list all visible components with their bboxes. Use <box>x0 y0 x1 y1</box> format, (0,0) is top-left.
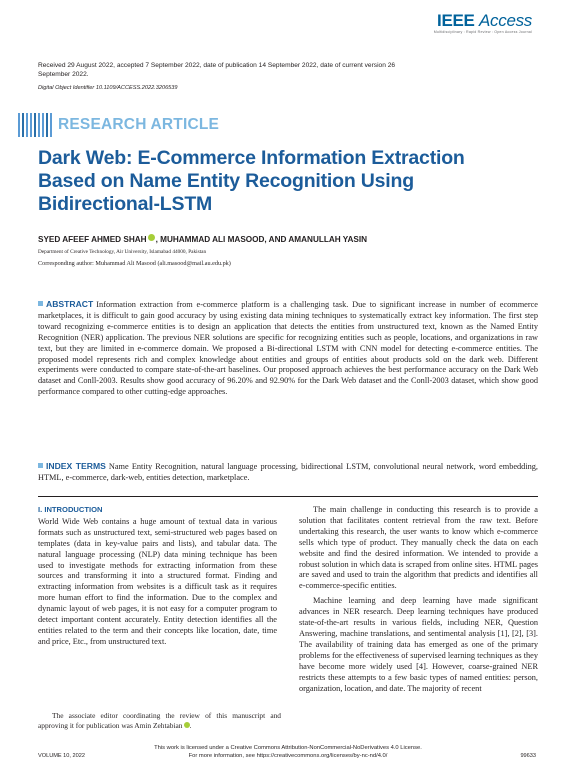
editor-footnote: The associate editor coordinating the review of this manuscript and approving it for publication was Amin Zehtabian . <box>38 711 281 730</box>
right-column <box>299 505 538 694</box>
affiliation: Department of Creative Technology, Air University, Islamabad 44000, Pakistan <box>38 249 207 255</box>
barcode-decoration <box>18 113 52 137</box>
journal-logo <box>434 11 532 34</box>
license-link[interactable]: For more information, see https://creativecommons.org/licenses/by-nc-nd/4.0/ <box>188 753 388 759</box>
body-paragraph: Machine learning and deep learning have made significant advances in NER research. Deep learning techniques have produced state-of-the-art results in various fields, including NER, Question Answering, machine translations, and sentimental analysis [1], [2], [3]. The availability of training data has emerged as one of the primary problems for the effectiveness of supervised learning techniques as they have become more widely used [4]. However, coarse-grained NER restricts these attempts to a few basic types of named entities: person, organization, location, and date. The majority of recent <box>299 596 538 693</box>
section-divider <box>38 496 538 497</box>
square-bullet-icon <box>38 301 43 306</box>
doi: Digital Object Identifier 10.1109/ACCESS.2022.3206539 <box>38 85 178 91</box>
footnote-text: The associate editor coordinating the review of this manuscript and approving it for publication was Amin Zehtabian <box>38 711 281 730</box>
body-paragraph: World Wide Web contains a huge amount of textual data in various formats such as unstructured text, semi-structured web pages based on templates (data in key-value pairs and lists), and tabular data. The natural language processing (NLP) data mining technique has been used to investigate methods for extracting information from these sources and transforming it into a structured format. Finding and extracting information from websites is a difficult task as it requires more human effort to find the information. Due to the complex and dynamic layout of web pages, it is not easy for a computer program to detect important content accurately. Entity detection identifies all the entities related to the term and their concepts like location, date, time and price, Etc., from unstructured text. <box>38 516 277 646</box>
author-list <box>38 234 367 245</box>
index-terms-label: INDEX TERMS <box>46 461 106 471</box>
square-bullet-icon <box>38 463 43 468</box>
license-line: This work is licensed under a Creative Commons Attribution-NonCommercial-NoDerivatives 4.0 License. <box>154 745 422 751</box>
article-type-badge <box>18 113 219 137</box>
corresponding-author: Corresponding author: Muhammad Ali Masood (ali.masood@mail.au.edu.pk) <box>38 260 231 267</box>
abstract-text: Information extraction from e-commerce platform is a challenging task. Due to significant increase in number of ecommerce marketplaces, it is difficult to gain good accuracy by using existing data mining techniques to systematically extract key information. The first step toward recognizing e-commerce entities is to design an application that detects the entities from unstructured text, known as the Named Entity Recognition (NER) application. The previous NER solutions are specific for recognizing entities such as people, locations, and organizations in raw text, but they are limited in e-commerce domain. We proposed a Bi-directional LSTM with CNN model for detecting e-commerce entities. The proposed model represents rich and complex knowledge about entities and groups of entities about products sold on the dark web. Different experiments were conducted to compare state-of-the-art baselines. Our proposed approach achieves the best performance accuracy on the Dark Web dataset and Conll-2003. Results show good accuracy of 96.20% and 92.90% for the Dark Web dataset and the Conll-2003 dataset, which show good performance compared to other cutting-edge approaches. <box>38 300 538 397</box>
author-names-rest: , MUHAMMAD ALI MASOOD, AND AMANULLAH YASIN <box>155 235 368 244</box>
abstract-label: ABSTRACT <box>46 299 94 309</box>
footer-page-number: 99633 <box>520 753 536 759</box>
footer-volume: VOLUME 10, 2022 <box>38 753 85 759</box>
paper-title: Dark Web: E-Commerce Information Extraction Based on Name Entity Recognition Using Bidirectional-LSTM <box>38 147 465 215</box>
author-name-first: SYED AFEEF AHMED SHAH <box>38 235 147 244</box>
journal-tagline: Multidisciplinary : Rapid Review : Open Access Journal <box>433 30 532 34</box>
index-terms <box>38 461 538 484</box>
publication-dates: Received 29 August 2022, accepted 7 September 2022, date of publication 14 September 2022, date of current version 26 September 2022. <box>38 62 396 78</box>
license-notice <box>0 744 576 760</box>
left-column <box>38 505 277 648</box>
journal-logo-text: IEEE Access <box>437 11 532 30</box>
body-paragraph: The main challenge in conducting this research is to provide a solution that facilitates content retrieval from the raw text. Before undertaking this research, the user wants to know which e-commerce sells which type of product. They manually check the data on each website and find the desired information. We intended to provide a robust solution in which data is scraped from online sites. HTML pages are saved and used to train the algorithm that predicts and identifies all e-commerce-specific entities. <box>299 505 538 591</box>
index-terms-text: Name Entity Recognition, natural language processing, bidirectional LSTM, convolutional neural network, word embedding, HTML, e-commerce, dark-web, entities detection, marketplace. <box>38 462 538 482</box>
article-type: RESEARCH ARTICLE <box>58 116 220 133</box>
orcid-icon[interactable] <box>148 234 155 241</box>
abstract <box>38 299 538 398</box>
section-heading: I. INTRODUCTION <box>38 505 103 514</box>
